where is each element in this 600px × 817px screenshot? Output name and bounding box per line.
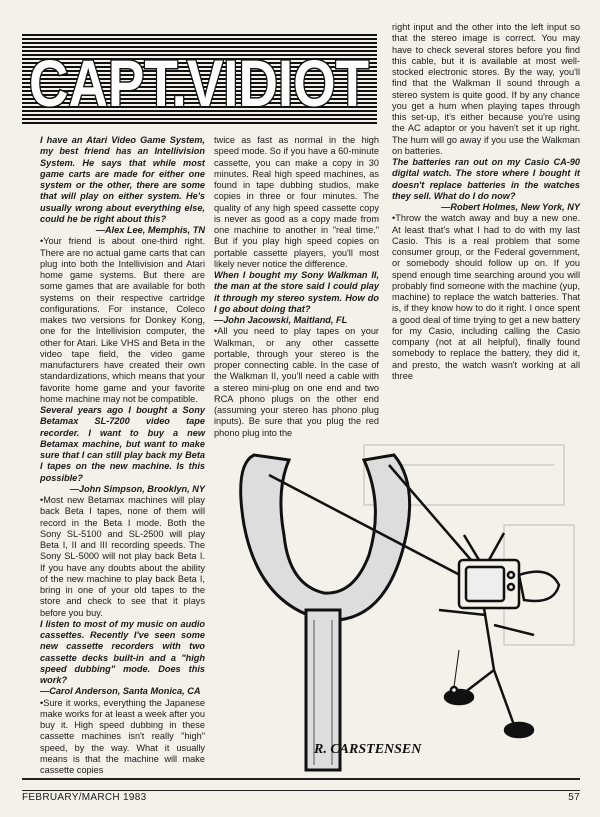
walkman-answer-part2: right input and the other into the left input so that the stereo image is correct. You may have to check several stores before you find this cable, but it is available at most well-stocked electronic stores. By the way, you'll find that the Walkman II sound through a stereo system is quite good. If by any chance you get a hum when playing tapes through this set-up, it's either because you're using the AC adaptor or you haven't set it up right. The hum will go away if you use the Walkman on batteries. — [392, 22, 580, 156]
walkman-answer-part1: •All you need to play tapes on your Walkman, or any other cassette portable, through your stereo is the proper connecting cable. In the case of the Walkman II, you'll need a cable with a stereo mini-plug on one end and two RCA phono plugs on the other end (assuming your stereo has phono plug inputs). Be sure that you plug the red phono plug into the — [214, 326, 379, 438]
title-text: CAPT.VIDIOT — [29, 46, 369, 120]
letter-question: The batteries ran out on my Casio CA-90 digital watch. The store where I bought it doesn't replace batteries in the watches they sell. What do I do now? — [392, 157, 580, 201]
letter-answer-continued — [214, 135, 379, 270]
letter-signature: —Robert Holmes, New York, NY — [441, 202, 580, 212]
letter-signature: —Carol Anderson, Santa Monica, CA — [40, 686, 201, 697]
cartoon-drawing — [214, 435, 584, 775]
slingshot-cartoon — [214, 435, 584, 775]
letter-answer-split: •Sure it works, everything the Japanese make works for at least a week after you buy it. High speed dubbing in these cassette machines isn't really "high" speed, by the way. What it usually means is that the machine will make cassette copies — [40, 697, 205, 775]
text-column-2 — [214, 135, 379, 440]
tv-head-man — [439, 533, 559, 737]
issue-date: FEBRUARY/MARCH 1983 — [22, 792, 147, 803]
slingshot — [241, 455, 410, 770]
letter-answer-start — [40, 698, 205, 777]
letter-question: I listen to most of my music on audio cassettes. Recently I've seen some new cassette recorders with two cassette decks built-in and a "high speed dubbing" mode. Does this work? — [40, 618, 205, 685]
letter-question: I have an Atari Video Game System, my best friend has an Intellivision System. He says that while most game carts are made for either one system or the other, there are some that will play on either system. He's usually wrong about everything else, could he be right about this? — [40, 135, 205, 224]
title-graphic — [22, 34, 377, 126]
letter-signature: —Alex Lee, Memphis, TN — [95, 225, 205, 235]
text-column-1 — [40, 135, 205, 775]
letter-signature: —John Jacowski, Maitland, FL — [214, 315, 348, 325]
letter-signature: —John Simpson, Brooklyn, NY — [69, 483, 205, 494]
text-column-3 — [392, 22, 580, 440]
letter-answer: •Your friend is about one-third right. There are no actual game carts that can plug into both the Intellivision and Atari home game systems. But there are some games that are available for both systems on their respective cartridge configurations. For instance, Coleco makes two versions for Donkey Kong, one for the Intellivision computer, the other for Atari. Like VHS and Beta in the video tape field, the video game manufacturers have created their own standardizations, which means that your favorite home game and your favorite home machine may not be compatible. — [40, 236, 205, 404]
footer-rule — [22, 778, 580, 791]
letter-answer: •Throw the watch away and buy a new one. At least that's what I had to do with my last Casio. This is a real problem that some consumer group, or the Federal government, or somebody should follow up on. If you spend enough time searching around you will probably find someone with the machine (yup, machine) to replace the watch batteries. That is, if they know how to do it right. I once spent a good deal of time trying to get a new battery for my Casio, including calling the Casio company (not at all helpful), finally found somebody to replace the battery, they did it, and presto, the watch wasn't working at all three — [392, 213, 580, 381]
letter-answer-continued — [392, 22, 580, 157]
letter-question: When I bought my Sony Walkman II, the man at the store said I could play it through my stereo system. How do I go about doing that? — [214, 270, 379, 314]
letter-answer: •Most new Betamax machines will play back Beta I tapes, none of them will record in the Beta I mode. Both the Sony SL-5100 and SL-2500 will play Beta I, II and III recording speeds. The Sony SL-5000 will not play back Beta I. If you have any doubts about the ability of the new machine to play back Beta I, bring in one of your old tapes to the store and check to see that it plays before you buy. — [40, 495, 205, 618]
letter-question: Several years ago I bought a Sony Betamax SL-7200 video tape recorder. I want to buy a new Betamax machine, but want to make sure that I can still play back my Beta I tapes on the new machine. Is this possible? — [40, 405, 205, 483]
page-number: 57 — [568, 792, 580, 803]
letter-answer-split-cont: twice as fast as normal in the high speed mode. So if you have a 60-minute cassette, you can make a copy in 30 minutes. Real high speed machines, as found in tape dubbing studios, make copies in three or four minutes. The quality of any high speed cassette copy is never as good as a copy made from one machine to another in "real time." But if you play high speed copies on portable cassette players, you'll most likely never notice the difference. — [214, 135, 379, 269]
artist-signature: R. CARSTENSEN — [314, 742, 422, 757]
letter-answer — [214, 326, 379, 439]
column-title-banner — [22, 34, 377, 126]
